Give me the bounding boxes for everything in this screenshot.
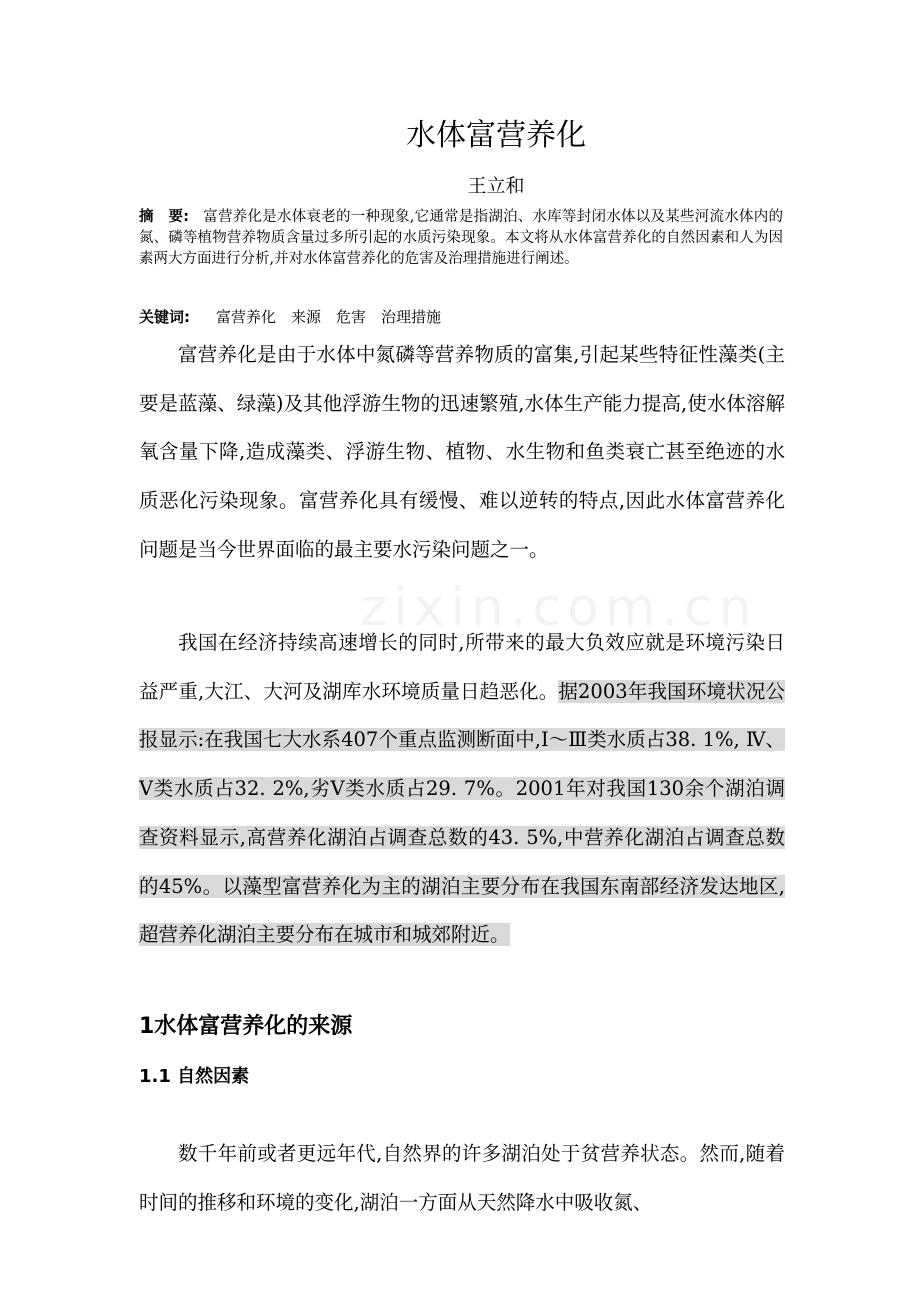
body-paragraph-1: 富营养化是由于水体中氮磷等营养物质的富集,引起某些特征性藻类(主要是蓝藻、绿藻)及其他浮游生物的迅速繁殖,水体生产能力提高,使水体溶解氧含量下降,造成藻类、浮游生物、植物、水生物和鱼类衰亡甚至绝迹的水质恶化污染现象。富营养化具有缓慢、难以逆转的特点,因此水体富营养化问题是当今世界面临的最主要水污染问题之一。 bbox=[139, 343, 785, 561]
document-title: 水体富营养化 bbox=[406, 118, 586, 153]
keywords-label: 关键词: bbox=[139, 308, 190, 326]
keyword-item: 治理措施 bbox=[381, 308, 442, 326]
paragraph-2-text: 我国在经济持续高速增长的同时,所带来的最大负效应就是环境污染日益严重,大江、大河及湖库水环境质量日趋恶化。 bbox=[139, 631, 785, 703]
subsection-heading: 1.1 自然因素 bbox=[139, 1066, 250, 1087]
document-author: 王立和 bbox=[467, 175, 525, 197]
keyword-item: 危害 bbox=[336, 308, 367, 326]
keyword-item: 来源 bbox=[291, 308, 322, 326]
abstract-text: 富营养化是水体衰老的一种现象,它通常是指湖泊、水库等封闭水体以及某些河流水体内的氮、磷等植物营养物质含量过多所引起的水质污染现象。本文将从水体富营养化的自然因素和人为因素两大方面进行分析,并对水体富营养化的危害及治理措施进行阐述。 bbox=[139, 209, 783, 267]
body-paragraph-3: 数千年前或者更远年代,自然界的许多湖泊处于贫营养状态。然而,随着时间的推移和环境的变化,湖泊一方面从天然降水中吸收氮、 bbox=[139, 1142, 785, 1214]
keyword-item: 富营养化 bbox=[216, 308, 277, 326]
watermark: zixin.com.cn bbox=[360, 578, 758, 638]
highlighted-text: 据2003年我国环境状况公报显示:在我国七大水系407个重点监测断面中,Ⅰ～Ⅲ类水质占38. 1%, Ⅳ、Ⅴ类水质占32. 2%,劣Ⅴ类水质占29. 7%。2001年对我国130余个湖泊调查资料显示,高营养化湖泊占调查总数的43. 5%,中营养化湖泊占调查总数的45%。以藻型富营养化为主的湖泊主要分布在我国东南部经济发达地区,超营养化湖泊主要分布在城市和城郊附近。 bbox=[139, 679, 785, 947]
section-heading: 1水体富营养化的来源 bbox=[139, 1014, 353, 1039]
body-paragraph-2 bbox=[139, 619, 785, 960]
abstract-label: 摘 要: bbox=[139, 209, 190, 225]
abstract bbox=[139, 207, 783, 270]
keywords bbox=[139, 306, 456, 328]
